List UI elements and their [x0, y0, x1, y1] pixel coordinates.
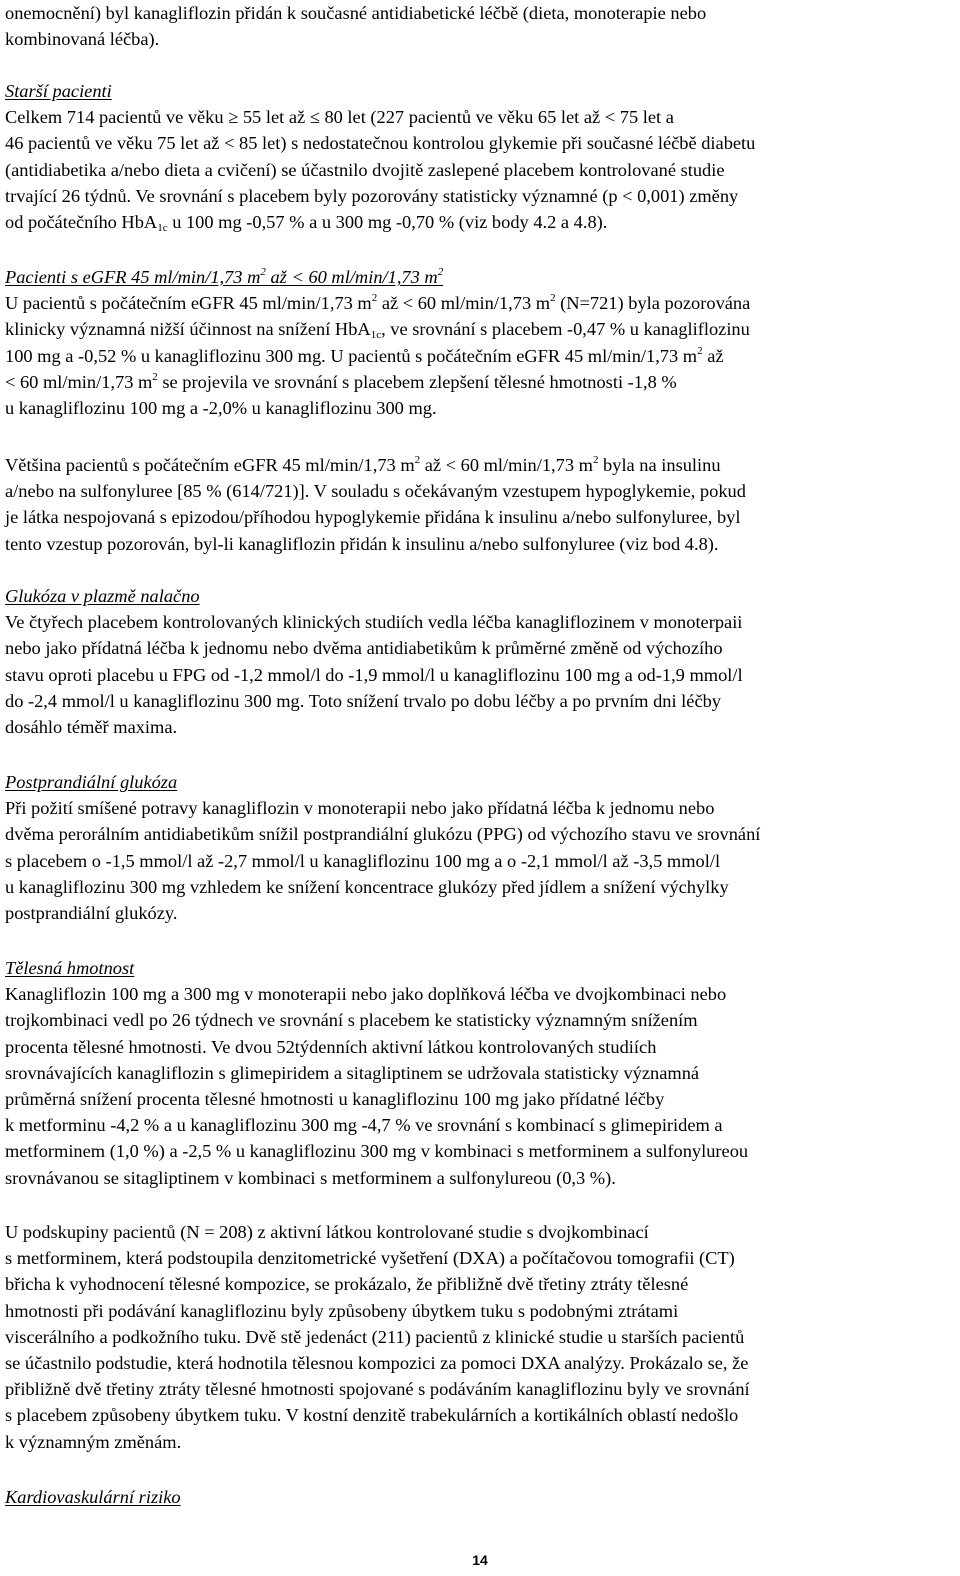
superscript: 2: [697, 344, 703, 357]
text-fragment: až < 60 ml/min/1,73 m: [265, 267, 438, 287]
section-heading: Glukóza v plazmě nalačno: [5, 586, 200, 606]
text-line: srovnávanou se sitagliptinem v kombinaci s metforminem a sulfonylureou (0,3 %).: [5, 1167, 616, 1188]
text-line: s placebem o -1,5 mmol/l až -2,7 mmol/l u kanagliflozinu 100 mg a o -2,1 mmol/l až -3,5 mmol/l: [5, 850, 721, 871]
text-line: přibližně dvě třetiny ztráty tělesné hmotnosti spojované s podáváním kanagliflozinu byly ve srovnání: [5, 1379, 750, 1400]
text-line: [5, 290, 955, 316]
superscript: 2: [414, 454, 421, 466]
text-line: Kanagliflozin 100 mg a 300 mg v monoterapii nebo jako doplňková léčba ve dvojkombinaci nebo: [5, 984, 727, 1005]
text-line: onemocnění) byl kanagliflozin přidán k současné antidiabetické léčbě (dieta, monoterapie nebo: [5, 3, 707, 23]
text-line: je látka nespojovaná s epizodou/příhodou hypoglykemie přidána k insulinu a/nebo sulfonyluree, byl: [5, 507, 741, 528]
text-fragment: < 60 ml/min/1,73 m: [5, 371, 153, 392]
text-line: k metforminu -4,2 % a u kanagliflozinu 300 mg -4,7 % ve srovnání s kombinací s glimepiridem a: [5, 1115, 723, 1136]
text-line: [5, 316, 955, 342]
text-line: nebo jako přídatná léčba k jednomu nebo dvěma antidiabetikům k průměrné změně od výchozího: [5, 638, 723, 659]
superscript: 2: [152, 370, 158, 383]
text-line: [5, 452, 955, 478]
section-heading: [5, 264, 955, 290]
text-line: břicha k vyhodnocení tělesné kompozice, se prokázalo, že přibližně dvě třetiny ztráty tělesné: [5, 1274, 689, 1295]
text-fragment: Pacienti s eGFR 45 ml/min/1,73 m: [5, 267, 261, 287]
section-egfr: [5, 264, 955, 421]
text-line: (antidiabetika a/nebo dieta a cvičení) se účastnilo dvojitě zaslepené placebem kontrolované studie: [5, 159, 725, 180]
section-postprandial-glucose: [5, 769, 955, 926]
section-heading: Kardiovaskulární riziko: [5, 1487, 181, 1507]
text-line: do -2,4 mmol/l u kanagliflozinu 300 mg. Toto snížení trvalo po dobu léčby a po prvním dni léčby: [5, 690, 722, 711]
text-fragment: klinicky významná nižší účinnost na snížení HbA: [5, 319, 371, 340]
text-line: trvající 26 týdnů. Ve srovnání s placebem byly pozorovány statisticky významné (p < 0,001) změny: [5, 185, 739, 206]
section-heading: Starší pacienti: [5, 81, 112, 101]
text-line: [5, 209, 955, 235]
superscript: 2: [260, 266, 266, 278]
text-line: s metforminem, která podstoupila denzitometrické vyšetření (DXA) a počítačovou tomografii (CT): [5, 1248, 735, 1269]
section-heading: Postprandiální glukóza: [5, 772, 178, 792]
text-line: a/nebo na sulfonyluree [85 % (614/721)]. V souladu s očekávaným vzestupem hypoglykemie, pokud: [5, 481, 746, 502]
section-body-weight: [5, 955, 955, 1191]
text-fragment: byla na insulinu: [598, 455, 721, 475]
text-line: dvěma perorálním antidiabetikům snížil postprandiální glukózu (PPG) od výchozího stavu ve srovnání: [5, 824, 761, 845]
text-fragment: 100 mg a -0,52 % u kanagliflozinu 300 mg. U pacientů s počátečním eGFR 45 ml/min/1,73 m: [5, 345, 698, 366]
text-line: Při požití smíšené potravy kanagliflozin v monoterapii nebo jako přídatná léčba k jednomu nebo: [5, 798, 715, 819]
text-fragment: od počátečního HbA: [5, 212, 158, 233]
text-line: k významným změnám.: [5, 1431, 182, 1452]
text-line: průměrná snížení procenta tělesné hmotnosti u kanagliflozinu 100 mg jako přídatné léčby: [5, 1089, 665, 1110]
text-line: srovnávajících kanagliflozin s glimepiridem a sitagliptinem se udržovala statisticky významná: [5, 1062, 700, 1083]
text-line: tento vzestup pozorován, byl-li kanagliflozin přidán k insulinu a/nebo sulfonyluree (viz bod 4.8).: [5, 533, 719, 554]
text-line: trojkombinaci vedl po 26 týdnech ve srovnání s placebem ke statisticky významným snížením: [5, 1010, 698, 1031]
egfr-paragraph-2: [5, 452, 955, 557]
superscript: 2: [437, 266, 444, 278]
page-number: 14: [472, 1552, 488, 1568]
intro-paragraph: [5, 0, 955, 52]
text-fragment: u 100 mg -0,57 % a u 300 mg -0,70 % (viz body 4.2 a 4.8).: [167, 212, 608, 233]
text-line: [5, 343, 955, 369]
superscript: 2: [371, 292, 378, 305]
text-fragment: až < 60 ml/min/1,73 m: [377, 293, 551, 314]
section-fasting-glucose: [5, 583, 955, 740]
text-fragment: , ve srovnání s placebem -0,47 % u kanagliflozinu: [381, 319, 750, 340]
text-line: u kanagliflozinu 100 mg a -2,0% u kanagliflozinu 300 mg.: [5, 398, 437, 419]
text-fragment: U pacientů s počátečním eGFR 45 ml/min/1,73 m: [5, 293, 372, 314]
text-line: Celkem 714 pacientů ve věku ≥ 55 let až ≤ 80 let (227 pacientů ve věku 65 let až < 75 let a: [5, 107, 674, 128]
text-line: Ve čtyřech placebem kontrolovaných klinických studiích vedla léčba kanagliflozinem v monoterpaii: [5, 612, 743, 633]
text-line: kombinovaná léčba).: [5, 29, 160, 50]
text-line: stavu oproti placebu u FPG od -1,2 mmol/l do -1,9 mmol/l u kanagliflozinu 100 mg a od-1,9 mmol/l: [5, 664, 743, 685]
text-fragment: (N=721) byla pozorována: [555, 293, 751, 314]
section-elderly: [5, 78, 955, 235]
subscript: 1c: [370, 329, 382, 342]
text-fragment: se projevila ve srovnání s placebem zlepšení tělesné hmotnosti -1,8 %: [157, 371, 677, 392]
text-line: procenta tělesné hmotnosti. Ve dvou 52týdenních aktivní látkou kontrolovaných studiích: [5, 1036, 657, 1057]
text-line: U podskupiny pacientů (N = 208) z aktivní látkou kontrolované studie s dvojkombinací: [5, 1222, 649, 1242]
superscript: 2: [550, 292, 556, 305]
weight-paragraph-2: [5, 1219, 955, 1455]
section-cardiovascular-risk: [5, 1484, 955, 1510]
text-fragment: až < 60 ml/min/1,73 m: [420, 455, 593, 475]
text-line: s placebem způsobeny úbytkem tuku. V kostní denzitě trabekulárních a kortikálních oblastí nedošlo: [5, 1405, 739, 1426]
text-line: hmotnosti při podávání kanagliflozinu byly způsobeny úbytkem tuku s podobnými ztrátami: [5, 1300, 679, 1321]
text-line: dosáhlo téměř maxima.: [5, 717, 178, 738]
section-heading: Tělesná hmotnost: [5, 958, 135, 978]
text-fragment: až: [702, 345, 724, 366]
text-line: viscerálního a podkožního tuku. Dvě stě jedenáct (211) pacientů z klinické studie u starších pacientů: [5, 1326, 745, 1347]
text-line: se účastnilo podstudie, která hodnotila tělesnou kompozici za pomoci DXA analýzy. Prokázalo se, že: [5, 1353, 749, 1374]
text-line: u kanagliflozinu 300 mg vzhledem ke snížení koncentrace glukózy před jídlem a snížení výchylky: [5, 876, 729, 897]
text-line: metforminem (1,0 %) a -2,5 % u kanagliflozinu 300 mg v kombinaci s metforminem a sulfonylureou: [5, 1141, 749, 1162]
text-line: postprandiální glukózy.: [5, 903, 178, 924]
text-line: 46 pacientů ve věku 75 let až < 85 let) s nedostatečnou kontrolou glykemie při současné léčbě diabetu: [5, 133, 756, 154]
superscript: 2: [592, 454, 599, 466]
subscript: 1c: [157, 222, 168, 235]
text-line: [5, 369, 955, 395]
text-fragment: Většina pacientů s počátečním eGFR 45 ml/min/1,73 m: [5, 455, 415, 475]
